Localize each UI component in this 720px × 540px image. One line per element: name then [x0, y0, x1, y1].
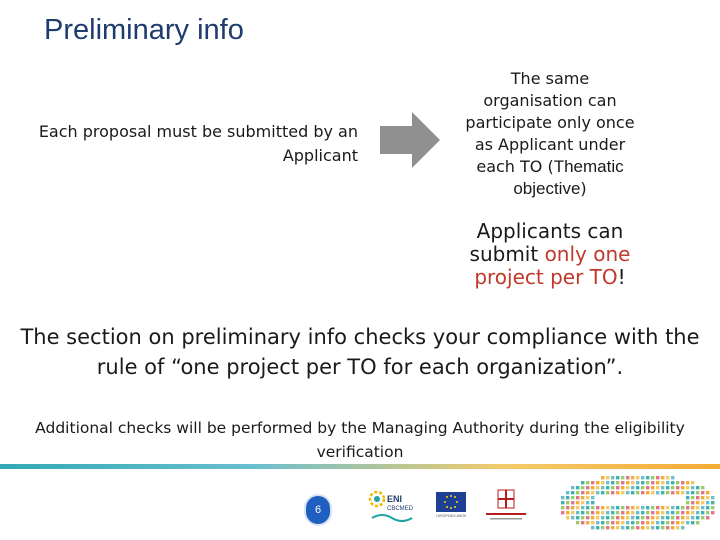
map-dot [576, 501, 579, 504]
map-dot [616, 521, 619, 524]
map-dot [636, 516, 639, 519]
map-dot [631, 516, 634, 519]
map-dot [641, 486, 644, 489]
map-dot [701, 501, 704, 504]
map-dot [681, 516, 684, 519]
map-dot [571, 506, 574, 509]
map-dot [686, 481, 689, 484]
map-dot [676, 511, 679, 514]
map-dot [636, 491, 639, 494]
applicants-rule-highlight: only one project per TO [474, 242, 631, 289]
eu-caption: EUROPEAN UNION [436, 514, 466, 518]
map-dot [626, 481, 629, 484]
map-dot [706, 506, 709, 509]
map-dot [646, 476, 649, 479]
map-dot [631, 481, 634, 484]
map-dot [656, 476, 659, 479]
map-dot [606, 491, 609, 494]
map-dot [676, 491, 679, 494]
map-dot [621, 521, 624, 524]
map-dot [646, 511, 649, 514]
map-dot [706, 501, 709, 504]
map-dot [631, 476, 634, 479]
map-dot [711, 511, 714, 514]
applicants-rule-end: ! [617, 265, 626, 289]
map-dot [581, 501, 584, 504]
map-dot [696, 506, 699, 509]
map-dot [686, 501, 689, 504]
map-dot [606, 486, 609, 489]
map-dot [576, 521, 579, 524]
map-dot [651, 526, 654, 529]
map-dot [571, 491, 574, 494]
map-dot [706, 511, 709, 514]
map-dot [701, 496, 704, 499]
map-dot [561, 506, 564, 509]
map-dot [631, 491, 634, 494]
map-dot [596, 506, 599, 509]
map-dot [606, 506, 609, 509]
eni-cbcmed-logo [368, 488, 416, 524]
map-dot [671, 521, 674, 524]
map-dot [611, 481, 614, 484]
map-dot [686, 511, 689, 514]
map-dot [711, 496, 714, 499]
map-dot [566, 491, 569, 494]
map-dot [561, 511, 564, 514]
thematic-objective-text: Thematic objective [513, 157, 624, 198]
map-dot [611, 476, 614, 479]
map-dot [586, 511, 589, 514]
map-dot [576, 506, 579, 509]
map-dot [681, 491, 684, 494]
map-dot [641, 491, 644, 494]
map-dot [681, 521, 684, 524]
map-dot [636, 506, 639, 509]
map-dot [656, 516, 659, 519]
map-dot [676, 516, 679, 519]
map-dot [696, 521, 699, 524]
map-dot [611, 506, 614, 509]
eni-logo-text: ENI [387, 494, 403, 504]
map-dot [601, 486, 604, 489]
map-dot [586, 506, 589, 509]
map-dot [686, 486, 689, 489]
map-dot [651, 521, 654, 524]
map-dot [596, 511, 599, 514]
map-dot [691, 516, 694, 519]
map-dot [661, 491, 664, 494]
map-dot [606, 526, 609, 529]
map-dot [661, 521, 664, 524]
map-dot [576, 491, 579, 494]
map-dot [626, 516, 629, 519]
map-dot [631, 511, 634, 514]
map-dot [651, 516, 654, 519]
map-dot [626, 476, 629, 479]
map-dot [691, 521, 694, 524]
map-dot [666, 526, 669, 529]
map-dot [571, 516, 574, 519]
map-dot [666, 516, 669, 519]
map-dot [691, 501, 694, 504]
map-dot [681, 511, 684, 514]
map-dot [661, 481, 664, 484]
map-dot [581, 516, 584, 519]
map-dot [561, 496, 564, 499]
map-dot [591, 526, 594, 529]
map-dot [616, 491, 619, 494]
map-dot [661, 486, 664, 489]
map-dot [601, 526, 604, 529]
map-dot [566, 501, 569, 504]
map-dot [631, 506, 634, 509]
map-dot [666, 476, 669, 479]
map-dot [591, 516, 594, 519]
page-number-badge: 6 [306, 496, 330, 524]
map-dot [706, 496, 709, 499]
map-dot [601, 476, 604, 479]
map-dot [571, 496, 574, 499]
map-dot [651, 486, 654, 489]
map-dot [611, 511, 614, 514]
map-dot [566, 496, 569, 499]
map-dot [686, 516, 689, 519]
map-dot [696, 486, 699, 489]
left-statement: Each proposal must be submitted by an Applicant [38, 122, 358, 165]
map-dot [656, 526, 659, 529]
map-dot [601, 506, 604, 509]
map-dot [636, 481, 639, 484]
map-dot [566, 516, 569, 519]
map-dot [701, 511, 704, 514]
map-dot [566, 506, 569, 509]
map-dot [611, 491, 614, 494]
map-dot [656, 491, 659, 494]
map-dot [691, 506, 694, 509]
map-dot [681, 481, 684, 484]
map-dot [681, 486, 684, 489]
map-dot [621, 476, 624, 479]
map-dot [666, 491, 669, 494]
eu-flag-logo [436, 492, 466, 518]
map-dot [641, 476, 644, 479]
map-dot [666, 506, 669, 509]
map-dot [591, 506, 594, 509]
map-dot [591, 481, 594, 484]
map-dot [676, 521, 679, 524]
map-dot [606, 511, 609, 514]
map-dot [601, 516, 604, 519]
map-dot [576, 516, 579, 519]
map-dot [641, 516, 644, 519]
map-dot [696, 496, 699, 499]
map-dot [621, 526, 624, 529]
map-dot [616, 506, 619, 509]
map-dot [586, 516, 589, 519]
map-dot [611, 516, 614, 519]
map-dot [586, 481, 589, 484]
cbcmed-logo-text: CBCMED [387, 506, 414, 512]
map-dot [571, 511, 574, 514]
map-dot [591, 501, 594, 504]
map-dot [711, 501, 714, 504]
map-dot [651, 511, 654, 514]
right-statement [460, 68, 640, 200]
map-dot [586, 501, 589, 504]
map-dot [586, 491, 589, 494]
map-dot [681, 506, 684, 509]
map-dot [611, 486, 614, 489]
map-dot [691, 511, 694, 514]
map-dot [636, 476, 639, 479]
map-dot [621, 486, 624, 489]
slide-title: Preliminary info [44, 14, 244, 46]
map-dot [641, 481, 644, 484]
map-dot [586, 486, 589, 489]
map-dot [606, 481, 609, 484]
applicants-rule-text: Applicants can submit [469, 219, 624, 266]
right-statement-main: The same organisation can participate only once as Applicant under each TO ( [465, 69, 635, 176]
map-dot [646, 481, 649, 484]
map-dot [606, 521, 609, 524]
map-dot [656, 486, 659, 489]
map-dot [671, 516, 674, 519]
map-dot [581, 481, 584, 484]
map-dot [581, 491, 584, 494]
map-dot [626, 521, 629, 524]
map-dot [586, 521, 589, 524]
applicants-rule [455, 220, 645, 289]
additional-checks-note: Additional checks will be performed by the Managing Authority during the eligibility verification [35, 419, 685, 461]
map-dot [596, 481, 599, 484]
map-dot [656, 481, 659, 484]
map-dot [611, 521, 614, 524]
map-dot [576, 496, 579, 499]
right-statement-close: ) [580, 179, 587, 198]
map-dot [671, 511, 674, 514]
map-dot [611, 526, 614, 529]
map-dot [596, 521, 599, 524]
map-dot [631, 486, 634, 489]
map-dot [641, 506, 644, 509]
map-dot [696, 501, 699, 504]
map-dot [671, 481, 674, 484]
map-dot [571, 501, 574, 504]
map-dot [576, 486, 579, 489]
map-dot [616, 511, 619, 514]
map-dot [626, 486, 629, 489]
map-dot [616, 476, 619, 479]
map-dot [651, 481, 654, 484]
map-dot [596, 486, 599, 489]
map-dot [691, 486, 694, 489]
map-dot [661, 526, 664, 529]
map-dot [641, 511, 644, 514]
map-dot [686, 506, 689, 509]
right-arrow-icon [380, 112, 440, 168]
map-dot [641, 526, 644, 529]
map-dot [601, 491, 604, 494]
map-dot [696, 516, 699, 519]
map-dot [581, 521, 584, 524]
map-dot [701, 506, 704, 509]
map-dot [661, 516, 664, 519]
map-dot [671, 486, 674, 489]
map-dot [701, 516, 704, 519]
map-dot [701, 491, 704, 494]
map-dot [626, 511, 629, 514]
map-dot [691, 496, 694, 499]
map-dot [606, 516, 609, 519]
map-dot [646, 516, 649, 519]
map-dot [636, 521, 639, 524]
map-dot [666, 511, 669, 514]
map-dot [606, 476, 609, 479]
map-dot [656, 506, 659, 509]
map-dot [586, 496, 589, 499]
map-dot [651, 491, 654, 494]
map-dot [636, 486, 639, 489]
map-dot [571, 486, 574, 489]
map-dot [631, 526, 634, 529]
map-dot [581, 506, 584, 509]
map-dot [686, 491, 689, 494]
map-dot [616, 516, 619, 519]
map-dot [596, 491, 599, 494]
map-dot [676, 506, 679, 509]
map-dot [671, 506, 674, 509]
map-dot [601, 481, 604, 484]
map-dot [616, 481, 619, 484]
map-dot [591, 486, 594, 489]
map-dot [651, 506, 654, 509]
map-dot [661, 476, 664, 479]
map-dot [566, 511, 569, 514]
map-dot [666, 521, 669, 524]
map-dot [696, 511, 699, 514]
map-dot [686, 521, 689, 524]
map-dot [591, 496, 594, 499]
map-dot [636, 526, 639, 529]
map-dot [646, 491, 649, 494]
map-dot [671, 526, 674, 529]
map-dot [621, 511, 624, 514]
map-dot [626, 506, 629, 509]
map-dot [706, 516, 709, 519]
map-dot [691, 481, 694, 484]
region-sardinia-logo [484, 488, 528, 524]
map-dot [676, 481, 679, 484]
mediterranean-map-graphic [552, 462, 720, 532]
map-dot [661, 506, 664, 509]
map-dot [591, 521, 594, 524]
map-dot [596, 516, 599, 519]
section-description: The section on preliminary info checks your compliance with the rule of “one project per TO for each organization”. [20, 325, 700, 379]
map-dot [626, 491, 629, 494]
map-dot [601, 521, 604, 524]
map-dot [646, 486, 649, 489]
map-dot [616, 526, 619, 529]
map-dot [596, 526, 599, 529]
map-dot [591, 511, 594, 514]
map-dot [666, 481, 669, 484]
map-dot [621, 491, 624, 494]
map-dot [581, 496, 584, 499]
map-dot [621, 506, 624, 509]
map-dot [701, 486, 704, 489]
map-dot [621, 481, 624, 484]
map-dot [696, 491, 699, 494]
map-dot [656, 521, 659, 524]
map-dot [656, 511, 659, 514]
map-dot [581, 486, 584, 489]
map-dot [636, 511, 639, 514]
map-dot [676, 526, 679, 529]
map-dot [581, 511, 584, 514]
map-dot [711, 506, 714, 509]
map-dot [671, 491, 674, 494]
map-dot [621, 516, 624, 519]
map-dot [691, 491, 694, 494]
map-dot [591, 491, 594, 494]
map-dot [641, 521, 644, 524]
map-dot [676, 486, 679, 489]
map-dot [561, 501, 564, 504]
map-dot [646, 526, 649, 529]
map-dot [686, 496, 689, 499]
map-dot [601, 511, 604, 514]
map-dot [616, 486, 619, 489]
map-dot [646, 521, 649, 524]
map-dot [576, 511, 579, 514]
map-dot [651, 476, 654, 479]
map-dot [661, 511, 664, 514]
map-dot [631, 521, 634, 524]
map-dot [681, 526, 684, 529]
map-dot [671, 476, 674, 479]
map-dot [626, 526, 629, 529]
map-dot [706, 491, 709, 494]
map-dot [666, 486, 669, 489]
map-dot [646, 506, 649, 509]
